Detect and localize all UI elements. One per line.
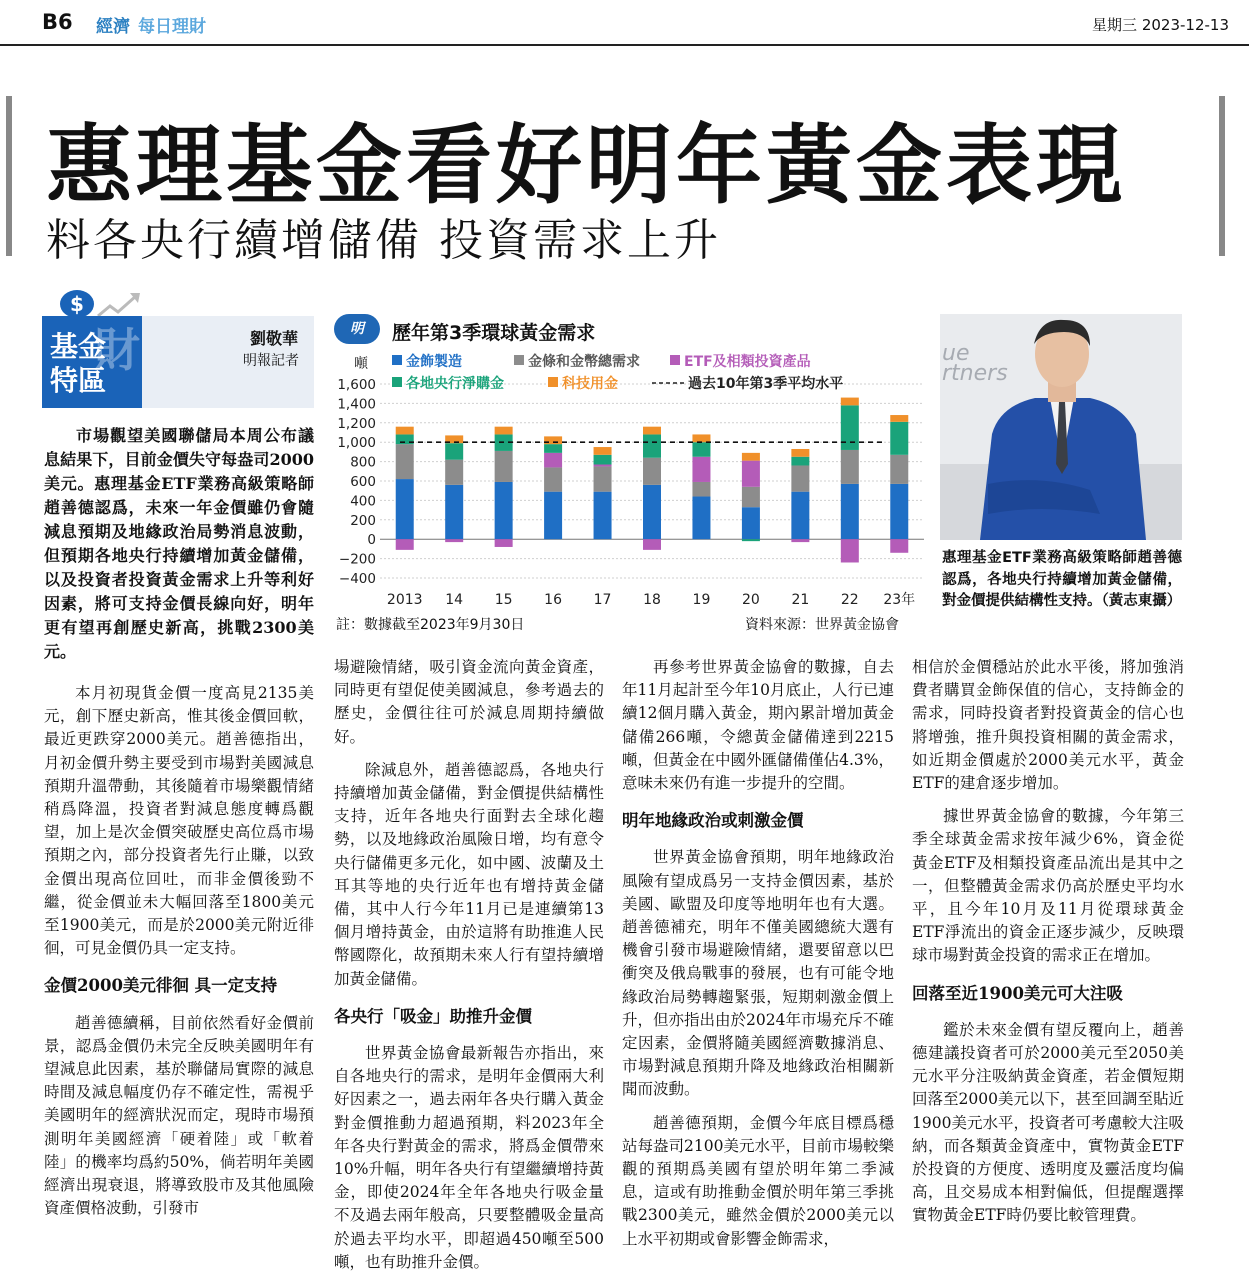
bar-segment xyxy=(643,434,661,457)
bar-segment xyxy=(841,405,859,450)
backdrop-text-2: rtners xyxy=(942,361,1008,386)
page-header xyxy=(0,0,1249,46)
legend-swatch xyxy=(548,377,558,387)
bar-segment xyxy=(495,427,513,435)
y-tick-label: 1,200 xyxy=(337,415,376,432)
dollar-coin-icon: $ xyxy=(60,290,94,318)
bar-segment xyxy=(791,449,809,457)
column-3 xyxy=(622,656,894,1261)
y-tick-label: 1,000 xyxy=(337,435,376,452)
bar-segment xyxy=(841,539,859,562)
paragraph: 相信於金價穩站於此水平後，將加強消費者購買金飾保值的信心，支持飾金的需求，同時投資者對投資黃金的信心也將增強，推升與投資相關的黃金需求，如近期金價處於2000美元水平，黃金ETF的建倉逐步增加。 xyxy=(912,658,1184,793)
y-tick-label: −400 xyxy=(338,571,376,587)
bar-segment xyxy=(594,492,612,540)
y-tick-label: 800 xyxy=(350,454,376,471)
column-badge xyxy=(42,316,142,408)
paragraph: 本月初現貨金價一度高見2135美元，創下歷史新高，惟其後金價回軟，最近更跌穿2000美元。趙善德指出，月初金價升勢主要受到市場對美國減息預期升溫帶動，其後隨着市場樂觀情緒稍爲降溫，投資者對減息態度轉爲觀望，加上是次金價突破歷史高位爲市場預期之內，部分投資者先行止賺，以致金價出現高位回吐，而非金價後勁不繼，從金價並未大幅回落至1800美元至1900美元，而是於2000美元附近徘徊，可見金價仍具一定支持。 xyxy=(44,684,314,958)
bar-segment xyxy=(396,444,414,479)
bar-segment xyxy=(791,465,809,491)
column-badge-title xyxy=(50,330,106,398)
bar-segment xyxy=(445,460,463,485)
section-heading: 明年地緣政治或刺激金價 xyxy=(622,811,804,831)
bar-segment xyxy=(890,539,908,553)
paragraph: 再參考世界黃金協會的數據，自去年11月起計至今年10月底止，人行已連續12個月購入黃金，期內累計增加黃金儲備266噸，令總黃金儲備達到2215噸，但黃金在中國外匯儲備僅佔4.3%，意味未來仍有進一步提升的空間。 xyxy=(622,658,894,793)
bar-segment xyxy=(643,539,661,550)
bar-segment xyxy=(445,485,463,539)
bar-segment xyxy=(791,457,809,466)
page-number: B6 xyxy=(42,10,73,34)
bar-segment xyxy=(396,427,414,435)
bar-segment xyxy=(841,450,859,484)
x-tick-label: 17 xyxy=(593,592,612,608)
bar-segment xyxy=(396,539,414,550)
paragraph: 除減息外，趙善德認爲，各地央行持續增加黃金儲備，對金價提供結構性支持，近年各地央行面對去全球化趨勢，以及地緣政治風險日增，均有意令央行儲備更多元化，如中國、波蘭及土耳其等地的央行近年也有增持黃金儲備，其中人行今年11月已是連續第13個月增持黃金，由於這將有助推進人民幣國際化，故預期未來人行有望持續增加黃金儲備。 xyxy=(334,760,604,988)
column-badge-watermark: 財 xyxy=(94,323,140,377)
left-accent-bar xyxy=(6,96,12,256)
bar-segment xyxy=(742,539,760,541)
backdrop-text-1: ue xyxy=(942,341,970,366)
bar-segment xyxy=(692,482,710,497)
bar-segment xyxy=(643,458,661,485)
y-tick-label: 1,600 xyxy=(337,377,376,393)
column-2 xyxy=(334,656,604,1284)
paragraph: 鑑於未來金價有望反覆向上，趙善德建議投資者可於2000美元至2050美元水平分注吸納黃金資產，若金價短期回落至2000美元以下，甚至回調至貼近1900美元水平，投資者可考慮較大注吸納，而各類黃金資產中，實物黃金ETF於投資的方便度、透明度及靈活度均偏高，且交易成本相對偏低，但提醒選擇實物黃金ETF時仍要比較管理費。 xyxy=(912,1020,1184,1225)
section-name: 經濟 xyxy=(96,17,130,37)
author-role: 明報記者 xyxy=(243,353,299,369)
right-accent-bar xyxy=(1219,96,1225,256)
bar-segment xyxy=(742,487,760,507)
legend-swatch xyxy=(514,355,524,365)
lead-paragraph: 市場觀望美國聯儲局本周公布議息結果下，目前金價失守每盎司2000美元。惠理基金ETF業務高級策略師趙善德認爲，未來一年金價雖仍會隨減息預期及地緣政治局勢消息波動，但預期各地央行持續增加黃金儲備，以及投資者投資黃金需求上升等利好因素，將可支持金價長線向好，明年更有望再創歷史新高，挑戰2300美元。 xyxy=(44,426,314,661)
bar-segment xyxy=(692,497,710,540)
paragraph: 趙善德預期，金價今年底目標爲穩站每盎司2100美元水平，目前市場較樂觀的預期爲美國有望於明年第二季減息，這或有助推動金價於明年第三季挑戰2300美元，雖然金價於2000美元以上水平初期或會影響金飾需求， xyxy=(622,1113,894,1248)
column-4 xyxy=(912,656,1184,1238)
chart-note: 註：數據截至2023年9月30日 xyxy=(336,617,525,633)
legend-label: 各地央行淨購金 xyxy=(406,376,504,392)
bar-segment xyxy=(445,443,463,459)
x-tick-label: 14 xyxy=(445,592,464,608)
x-tick-label: 15 xyxy=(494,592,513,608)
bar-segment xyxy=(544,492,562,540)
legend-swatch xyxy=(670,355,680,365)
paragraph: 趙善德續稱，目前依然看好金價前景，認爲金價仍未完全反映美國明年有望減息此因素，基於聯儲局實際的減息時間及減息幅度仍存不確定性，需視乎美國明年的經濟狀況而定，現時市場預測明年美國經濟「硬着陸」或「軟着陸」的機率均爲約50%，倘若明年美國經濟出現衰退，將導致股市及其他風險資產價格波動，引發市 xyxy=(44,1013,314,1218)
x-tick-label: 22 xyxy=(840,592,859,608)
x-tick-label: 2013 xyxy=(386,592,423,608)
bar-segment xyxy=(692,434,710,442)
headline: 惠理基金看好明年黃金表現 xyxy=(46,115,1126,216)
x-tick-label: 20 xyxy=(741,592,760,608)
bar-segment xyxy=(742,507,760,539)
portrait-illustration xyxy=(940,314,1182,540)
bar-segment xyxy=(841,484,859,539)
bar-segment xyxy=(742,461,760,487)
y-tick-label: 200 xyxy=(350,512,376,529)
bar-segment xyxy=(544,444,562,453)
bar-segment xyxy=(594,455,612,465)
column-1 xyxy=(44,424,314,1230)
legend-swatch xyxy=(392,355,402,365)
paragraph: 世界黃金協會預期，明年地緣政治風險有望成爲另一支持金價因素，基於美國、歐盟及印度等地明年也有大選。趙善德補充，明年不僅美國總統大選有機會引發市場避險情緒，還要留意以巴衝突及俄烏戰事的發展，也有可能令地緣政治局勢轉趨緊張，短期刺激金價上升，但亦指出由於2024年市場充斥不確定因素，金價將隨美國經濟數據消息、市場對減息預期升降及地緣政治相關新聞而波動。 xyxy=(622,848,894,1099)
section-heading: 金價2000美元徘徊 具一定支持 xyxy=(44,976,278,996)
bar-segment xyxy=(841,398,859,406)
legend-reference-label: 過去10年第3季平均水平 xyxy=(688,376,844,392)
legend-label: 金飾製造 xyxy=(406,354,462,370)
column-badge-line-2: 特區 xyxy=(50,364,107,397)
bar-segment xyxy=(791,492,809,540)
bar-segment xyxy=(495,539,513,547)
bar-segment xyxy=(594,466,612,491)
bar-segment xyxy=(890,422,908,455)
y-tick-label: −200 xyxy=(338,551,376,568)
bar-segment xyxy=(495,451,513,482)
gold-demand-chart xyxy=(334,348,928,612)
bar-segment xyxy=(594,447,612,455)
section-heading: 各央行「吸金」助推升金價 xyxy=(334,1006,532,1026)
x-tick-label: 18 xyxy=(643,592,661,608)
chart-title: 歷年第3季環球黃金需求 xyxy=(392,322,596,344)
bar-segment xyxy=(495,482,513,539)
bar-segment xyxy=(890,415,908,422)
section-heading: 回落至近1900美元可大注吸 xyxy=(912,983,1123,1003)
bar-segment xyxy=(544,453,562,468)
bar-segment xyxy=(445,539,463,542)
photo-caption: 惠理基金ETF業務高級策略師趙善德認爲，各地央行持續增加黃金儲備，對金價提供結構性支持。（黃志東攝） xyxy=(942,550,1182,609)
chart-source: 資料來源：世界黃金協會 xyxy=(745,617,899,633)
bar-segment xyxy=(396,479,414,539)
x-tick-label: 19 xyxy=(692,592,711,608)
bar-segment xyxy=(594,465,612,467)
bar-segment xyxy=(890,484,908,539)
legend-label: ETF及相類投資產品 xyxy=(684,354,811,370)
bar-segment xyxy=(643,427,661,435)
column-badge-line-1: 基金 xyxy=(50,330,107,363)
y-tick-label: 600 xyxy=(350,474,376,490)
chart-logo: 明 xyxy=(334,314,380,344)
y-tick-label: 1,400 xyxy=(337,396,376,413)
bar-segment xyxy=(544,467,562,491)
paragraph: 世界黃金協會最新報告亦指出，來自各地央行的需求，是明年金價兩大利好因素之一，過去兩年各央行購入黃金對金價推動力超過預期，料2023年全年各央行對黃金的需求，將爲金價帶來10%升幅，明年各央行有望繼續增持黃金，即使2024年全年各地央行吸金量不及過去兩年般高，只要整體吸金量高於過去平均水平，即超過450噸至500噸，也有助推升金價。 xyxy=(334,1044,604,1271)
subsection-name: 每日理財 xyxy=(138,17,206,37)
bar-segment xyxy=(791,539,809,542)
paragraph: 場避險情緒，吸引資金流向黃金資產，同時更有望促使美國減息，參考過去的歷史，金價往往可於減息周期持續做好。 xyxy=(334,658,604,746)
issue-date: 星期三 2023-12-13 xyxy=(1092,16,1229,34)
x-tick-label: 23年 xyxy=(883,592,916,608)
y-axis-unit: 噸 xyxy=(354,356,368,372)
author-name: 劉敬華 xyxy=(250,329,299,348)
x-tick-label: 21 xyxy=(791,592,810,608)
subheadline: 料各央行續增儲備 投資需求上升 xyxy=(46,215,721,266)
paragraph: 據世界黃金協會的數據，今年第三季全球黃金需求按年減少6%，資金從黃金ETF及相類投資產品流出是其中之一，但整體黃金需求仍高於歷史平均水平，且今年10月及11月從環球黃金ETF淨流出的資金正逐步減少，反映環球市場對黃金投資的需求正在增加。 xyxy=(912,807,1184,965)
section-label xyxy=(96,12,206,37)
bar-segment xyxy=(890,455,908,484)
bar-segment xyxy=(643,485,661,539)
legend-swatch xyxy=(392,377,402,387)
strategist-photo xyxy=(940,314,1182,540)
legend-label: 金條和金幣總需求 xyxy=(528,354,640,370)
legend-label: 科技用金 xyxy=(562,376,618,392)
bar-segment xyxy=(692,457,710,482)
x-tick-label: 16 xyxy=(544,592,563,608)
y-tick-label: 0 xyxy=(367,532,376,549)
bar-segment xyxy=(742,453,760,461)
bar-segment xyxy=(692,442,710,457)
y-tick-label: 400 xyxy=(350,493,376,510)
